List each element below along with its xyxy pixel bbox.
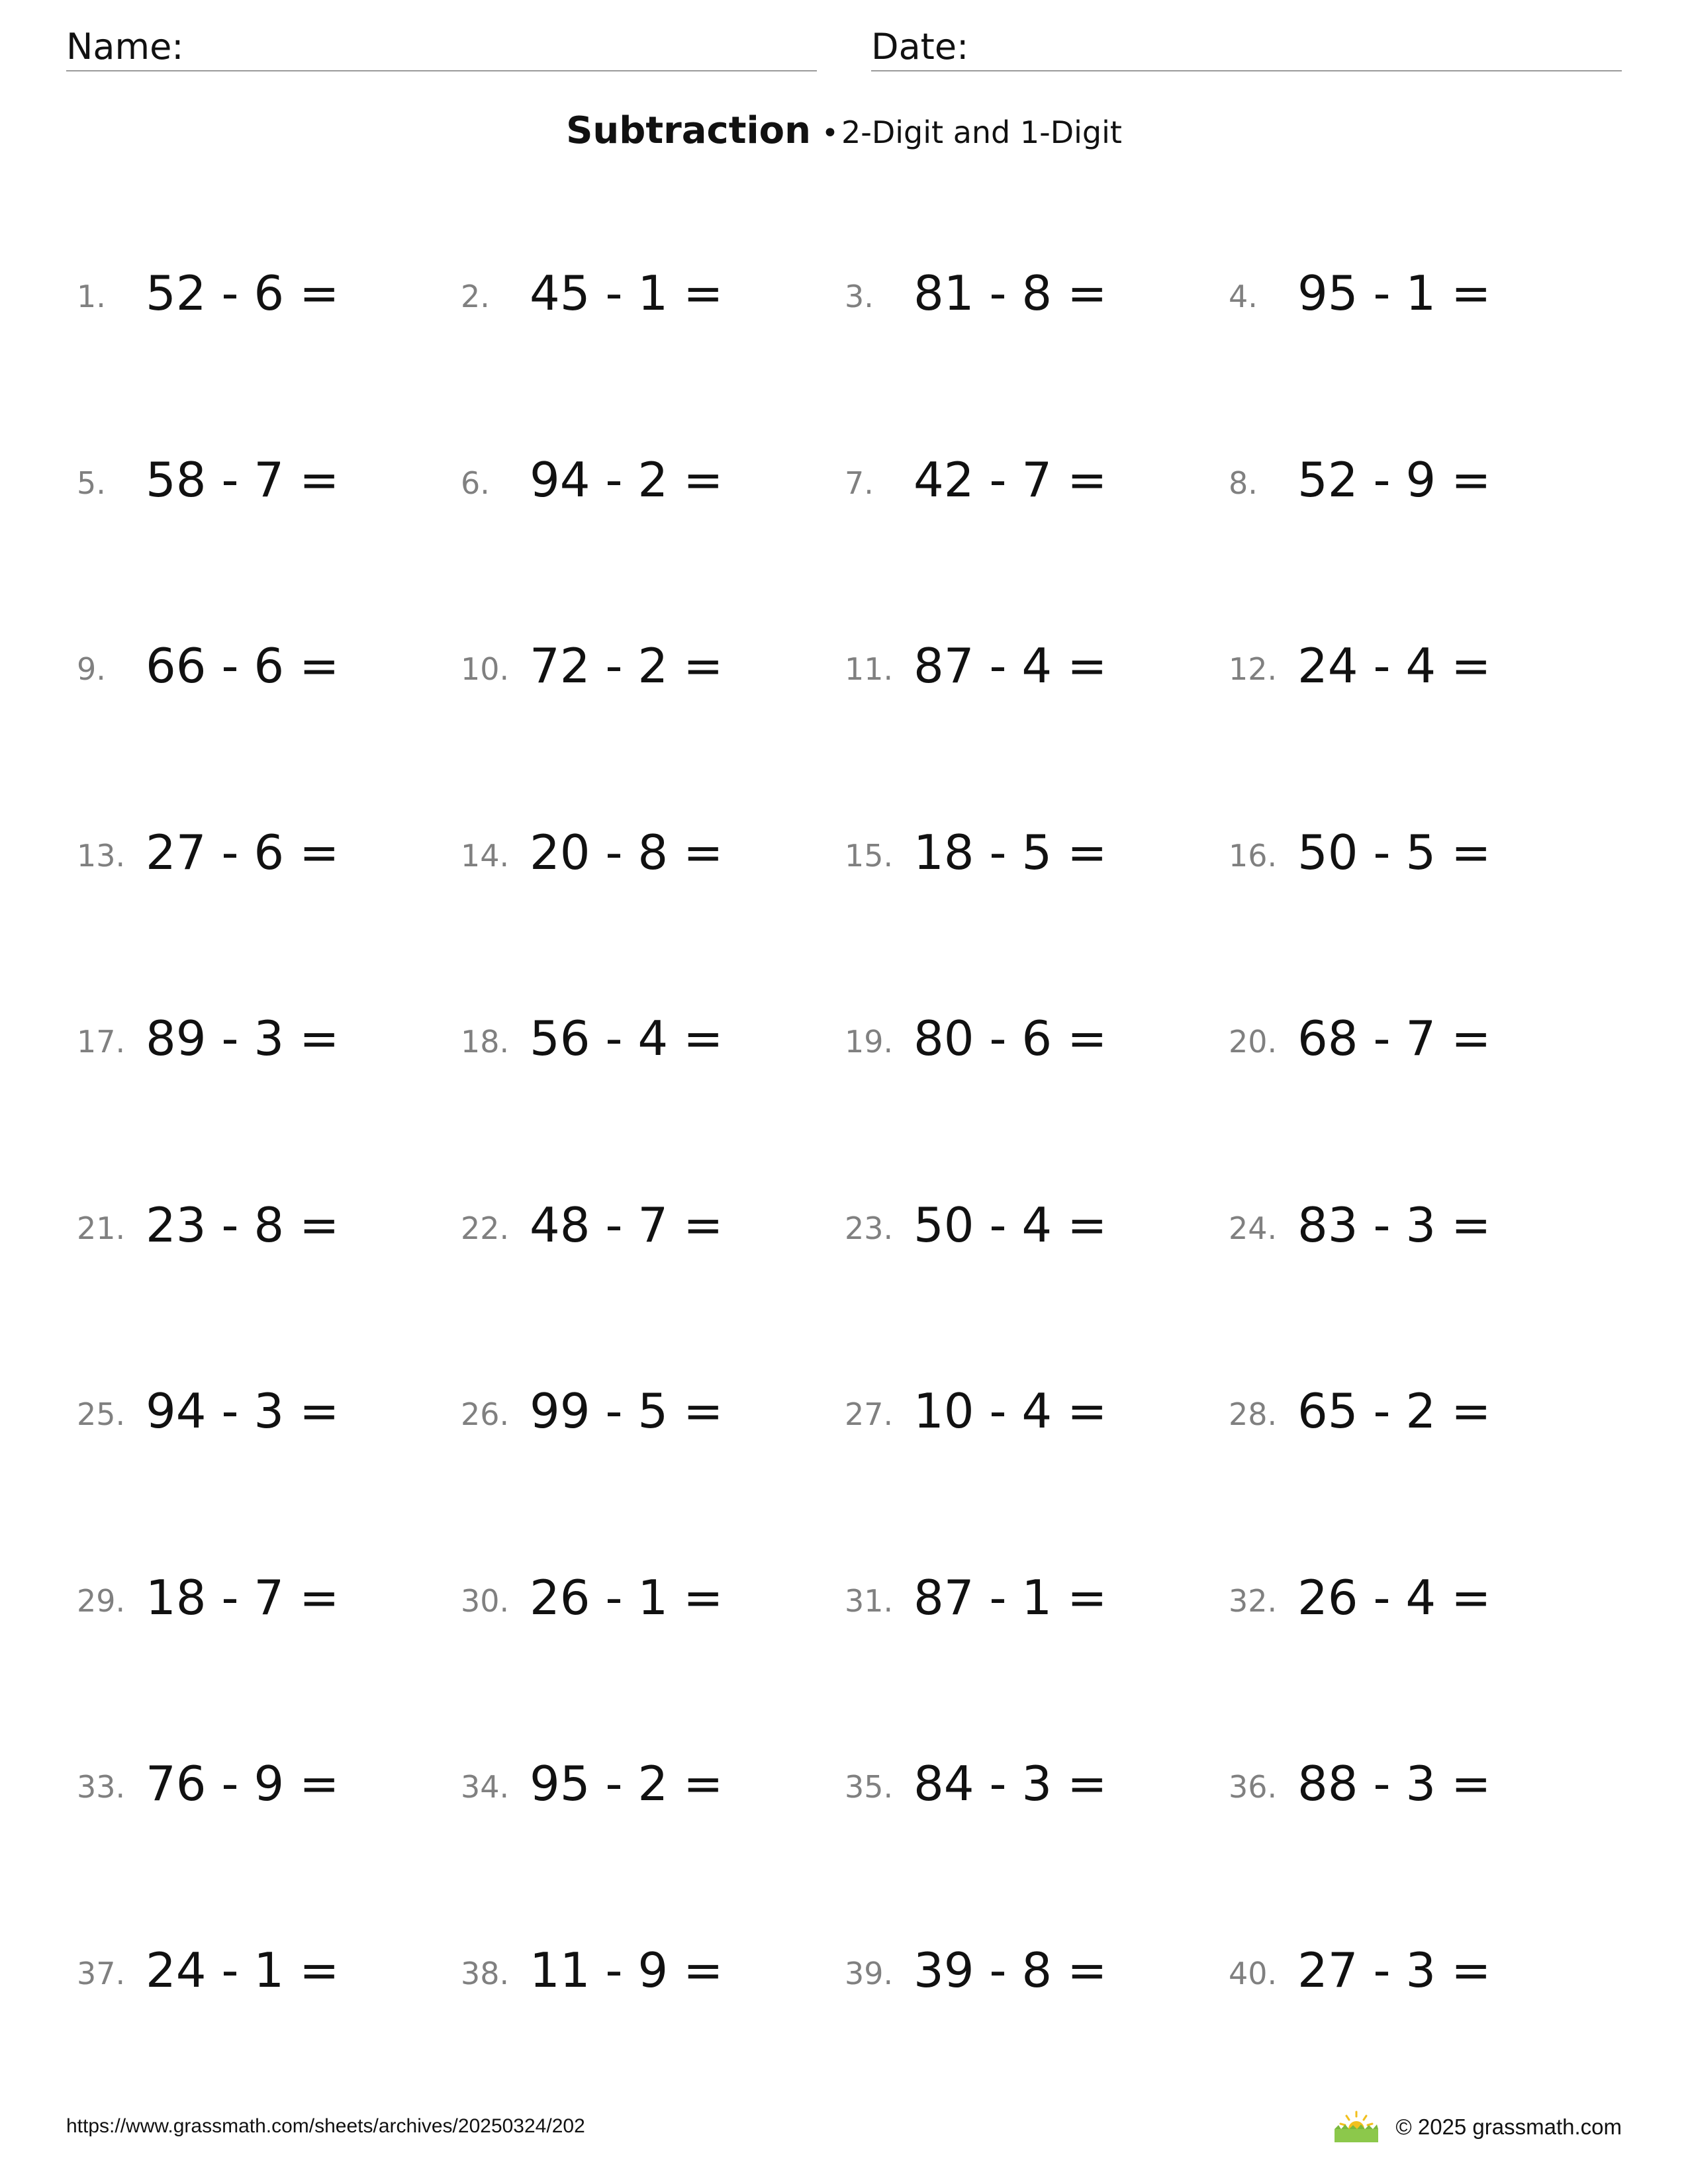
- problem-expression: 88 - 3 =: [1297, 1756, 1491, 1811]
- problem-expression: 18 - 5 =: [914, 824, 1107, 880]
- problem-number: 35.: [845, 1769, 894, 1805]
- problem-item: [1218, 628, 1589, 701]
- problem-expression: 10 - 4 =: [914, 1383, 1107, 1439]
- problem-expression: 45 - 1 =: [530, 265, 724, 321]
- title-subtitle: 2-Digit and 1-Digit: [841, 114, 1122, 150]
- sun-over-grass-icon: [1332, 2111, 1381, 2144]
- problem-number: 14.: [461, 837, 510, 874]
- worksheet-title: [0, 105, 1688, 166]
- problem-expression: 80 - 6 =: [914, 1011, 1107, 1066]
- problem-number: 6.: [461, 465, 490, 501]
- problem-item: [1218, 1001, 1589, 1073]
- problem-item: [1218, 1373, 1589, 1446]
- problem-item: [450, 1933, 821, 2005]
- problem-expression: 26 - 4 =: [1297, 1569, 1491, 1625]
- problem-expression: 48 - 7 =: [530, 1197, 724, 1253]
- problem-number: 8.: [1229, 465, 1258, 501]
- problem-expression: 18 - 7 =: [146, 1569, 340, 1625]
- problem-number: 33.: [77, 1769, 126, 1805]
- problem-expression: 89 - 3 =: [146, 1011, 340, 1066]
- problem-item: [1218, 1187, 1589, 1260]
- problem-item: [66, 1746, 437, 1819]
- problem-number: 1.: [77, 279, 106, 314]
- problem-item: [1218, 255, 1589, 328]
- problem-item: [66, 255, 437, 328]
- problem-item: [450, 1373, 821, 1446]
- problem-item: [66, 815, 437, 887]
- title-main: Subtraction: [566, 109, 812, 152]
- problem-item: [834, 1373, 1205, 1446]
- problem-expression: 65 - 2 =: [1297, 1383, 1491, 1439]
- problem-expression: 95 - 2 =: [530, 1756, 724, 1811]
- problem-item: [450, 1746, 821, 1819]
- problem-expression: 83 - 3 =: [1297, 1197, 1491, 1253]
- problem-number: 21.: [77, 1210, 126, 1246]
- problem-number: 18.: [461, 1024, 510, 1060]
- problem-item: [450, 628, 821, 701]
- problem-item: [450, 442, 821, 515]
- title-bullet: •: [821, 116, 839, 150]
- problem-item: [450, 1001, 821, 1073]
- problem-number: 7.: [845, 465, 874, 501]
- problem-expression: 95 - 1 =: [1297, 265, 1491, 321]
- problem-expression: 50 - 5 =: [1297, 824, 1491, 880]
- problem-expression: 39 - 8 =: [914, 1942, 1107, 1998]
- problem-expression: 20 - 8 =: [530, 824, 724, 880]
- problem-number: 34.: [461, 1769, 510, 1805]
- problem-number: 40.: [1229, 1955, 1278, 1991]
- problem-number: 10.: [461, 651, 510, 687]
- problem-number: 38.: [461, 1955, 510, 1991]
- problem-number: 20.: [1229, 1024, 1278, 1060]
- problem-expression: 76 - 9 =: [146, 1756, 340, 1811]
- copyright-text: © 2025 grassmath.com: [1395, 2115, 1622, 2139]
- problem-expression: 50 - 4 =: [914, 1197, 1107, 1253]
- problem-expression: 68 - 7 =: [1297, 1011, 1491, 1066]
- problem-number: 5.: [77, 465, 106, 501]
- date-field[interactable]: [871, 24, 1622, 71]
- problem-item: [66, 1560, 437, 1633]
- problem-number: 16.: [1229, 837, 1278, 874]
- problem-number: 24.: [1229, 1210, 1278, 1246]
- problem-number: 29.: [77, 1582, 126, 1619]
- problem-item: [66, 1187, 437, 1260]
- footer-branding: [1332, 2109, 1622, 2146]
- problem-expression: 66 - 6 =: [146, 638, 340, 694]
- problem-item: [450, 1560, 821, 1633]
- problem-item: [66, 1373, 437, 1446]
- problem-item: [1218, 1560, 1589, 1633]
- problem-item: [834, 1001, 1205, 1073]
- problem-number: 19.: [845, 1024, 894, 1060]
- name-label: Name:: [66, 26, 184, 68]
- problem-expression: 87 - 4 =: [914, 638, 1107, 694]
- problem-number: 32.: [1229, 1582, 1278, 1619]
- problem-number: 4.: [1229, 279, 1258, 314]
- problem-item: [450, 815, 821, 887]
- footer-url[interactable]: https://www.grassmath.com/sheets/archives/20250324/202: [66, 2115, 585, 2137]
- problem-number: 11.: [845, 651, 894, 687]
- problem-item: [834, 1746, 1205, 1819]
- problem-item: [1218, 815, 1589, 887]
- date-label: Date:: [871, 26, 969, 68]
- problem-expression: 27 - 6 =: [146, 824, 340, 880]
- problem-item: [66, 1001, 437, 1073]
- problem-expression: 58 - 7 =: [146, 451, 340, 508]
- problem-number: 27.: [845, 1396, 894, 1432]
- problem-number: 39.: [845, 1955, 894, 1991]
- problem-item: [1218, 442, 1589, 515]
- problem-item: [450, 1187, 821, 1260]
- problem-number: 3.: [845, 279, 874, 314]
- problem-item: [834, 255, 1205, 328]
- problem-item: [834, 442, 1205, 515]
- problem-number: 26.: [461, 1396, 510, 1432]
- name-field[interactable]: [66, 24, 817, 71]
- problem-expression: 94 - 3 =: [146, 1383, 340, 1439]
- problem-item: [834, 628, 1205, 701]
- problem-number: 30.: [461, 1582, 510, 1619]
- problem-number: 37.: [77, 1955, 126, 1991]
- problem-item: [834, 1933, 1205, 2005]
- problem-expression: 99 - 5 =: [530, 1383, 724, 1439]
- problem-item: [1218, 1746, 1589, 1819]
- problem-expression: 24 - 1 =: [146, 1942, 340, 1998]
- problem-number: 31.: [845, 1582, 894, 1619]
- problem-expression: 94 - 2 =: [530, 451, 724, 508]
- problem-number: 36.: [1229, 1769, 1278, 1805]
- problem-number: 23.: [845, 1210, 894, 1246]
- problem-expression: 52 - 6 =: [146, 265, 340, 321]
- problem-expression: 56 - 4 =: [530, 1011, 724, 1066]
- problem-expression: 42 - 7 =: [914, 451, 1107, 508]
- problem-number: 13.: [77, 837, 126, 874]
- problem-expression: 84 - 3 =: [914, 1756, 1107, 1811]
- problem-expression: 81 - 8 =: [914, 265, 1107, 321]
- problem-item: [834, 1560, 1205, 1633]
- problem-expression: 27 - 3 =: [1297, 1942, 1491, 1998]
- problem-expression: 52 - 9 =: [1297, 451, 1491, 508]
- problem-item: [1218, 1933, 1589, 2005]
- problem-item: [834, 815, 1205, 887]
- problem-expression: 26 - 1 =: [530, 1569, 724, 1625]
- problem-item: [834, 1187, 1205, 1260]
- problem-item: [66, 442, 437, 515]
- problem-number: 2.: [461, 279, 490, 314]
- problem-expression: 11 - 9 =: [530, 1942, 724, 1998]
- problem-number: 17.: [77, 1024, 126, 1060]
- problem-number: 9.: [77, 651, 106, 687]
- problem-number: 25.: [77, 1396, 126, 1432]
- problem-item: [450, 255, 821, 328]
- problem-number: 12.: [1229, 651, 1278, 687]
- problem-expression: 24 - 4 =: [1297, 638, 1491, 694]
- problem-number: 15.: [845, 837, 894, 874]
- problem-number: 22.: [461, 1210, 510, 1246]
- problem-expression: 23 - 8 =: [146, 1197, 340, 1253]
- problem-expression: 72 - 2 =: [530, 638, 724, 694]
- problem-item: [66, 1933, 437, 2005]
- problem-number: 28.: [1229, 1396, 1278, 1432]
- problem-item: [66, 628, 437, 701]
- problem-expression: 87 - 1 =: [914, 1569, 1107, 1625]
